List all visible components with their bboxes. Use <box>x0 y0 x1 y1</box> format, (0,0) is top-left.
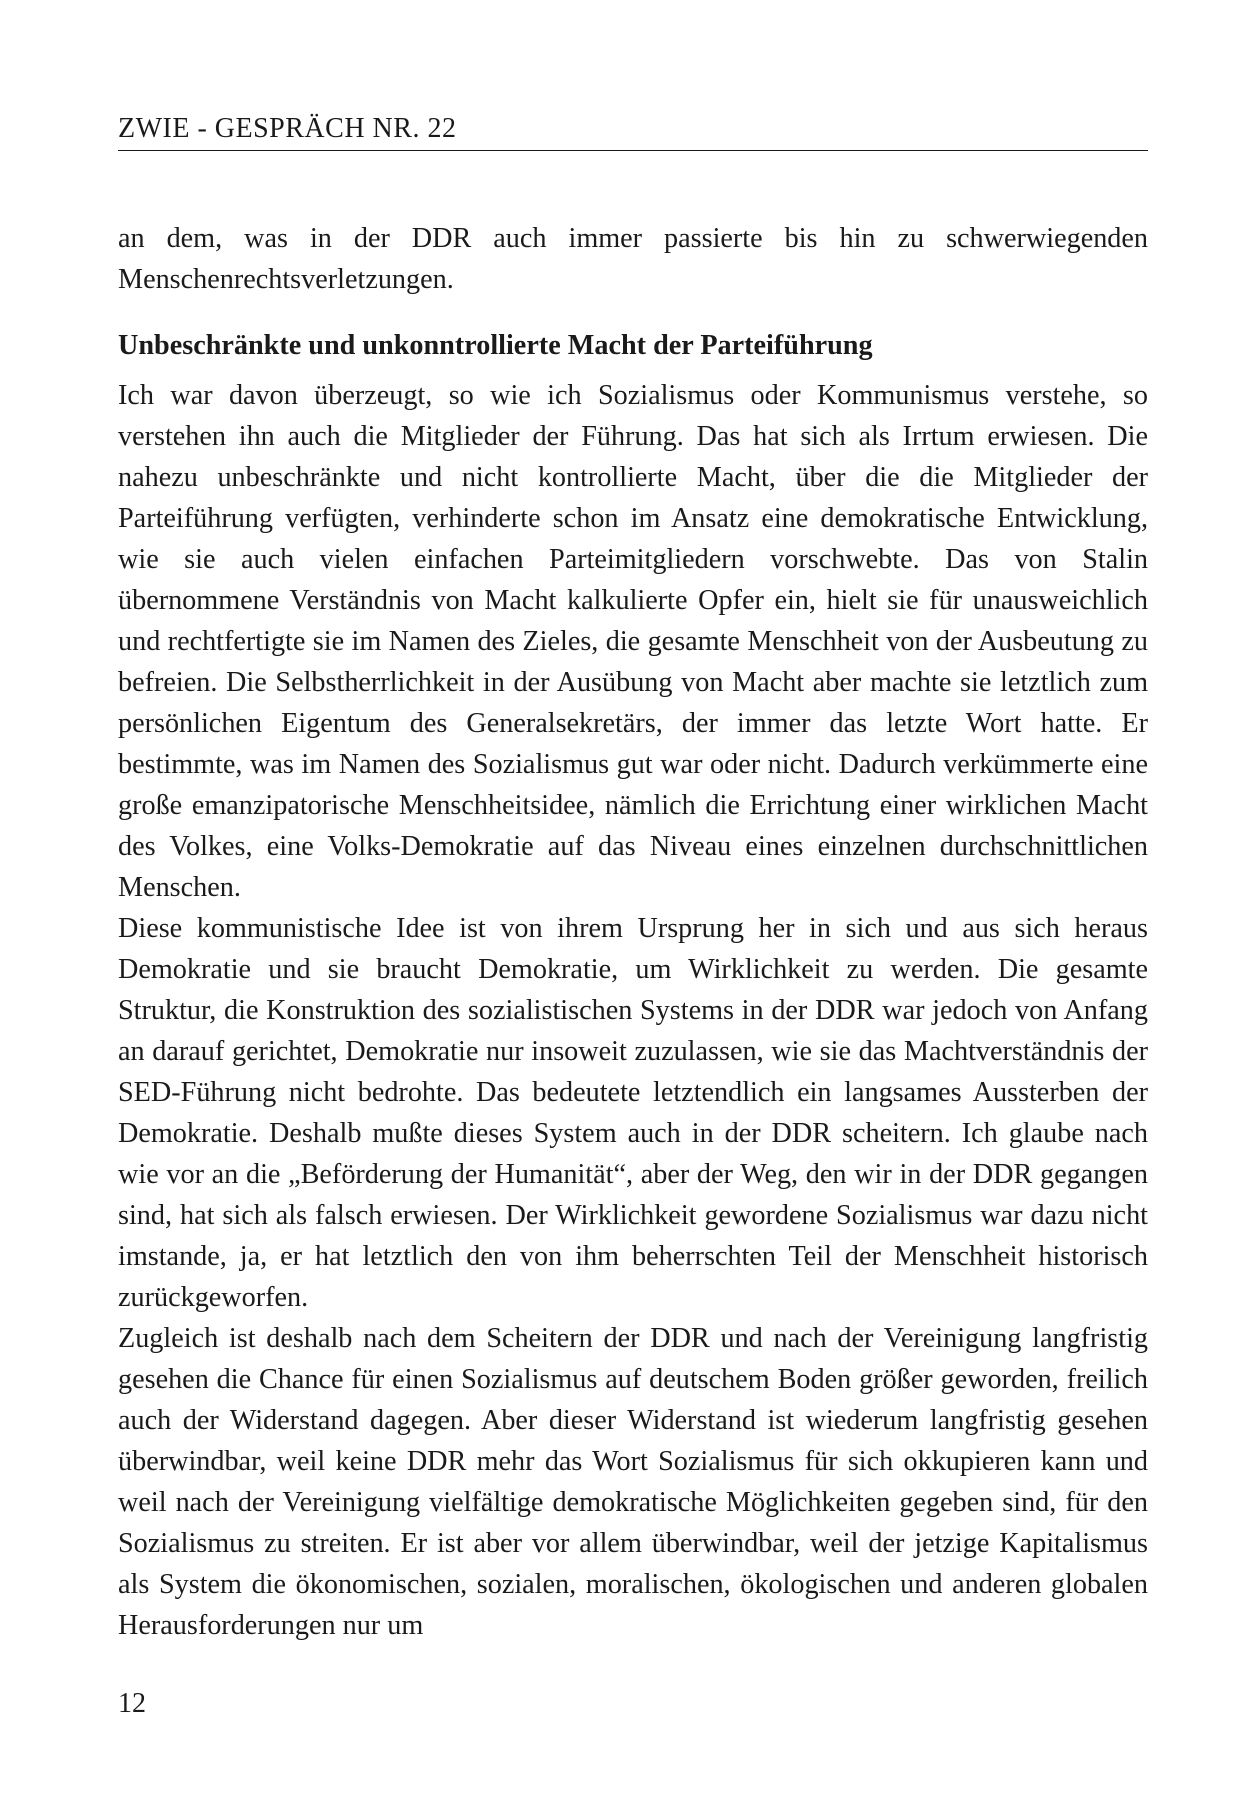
body-paragraph: Diese kommunistische Idee ist von ihrem Ursprung her in sich und aus sich heraus Demokratie und sie braucht Demokratie, um Wirklichkeit zu werden. Die gesamte Struktur, die Konstruktion des sozialistischen Systems in der DDR war jedoch von Anfang an darauf gerichtet, Demokratie nur insoweit zuzulassen, wie sie das Machtverständnis der SED-Führung nicht bedrohte. Das bedeutete letztendlich ein langsames Aussterben der Demokratie. Deshalb mußte dieses System auch in der DDR scheitern. Ich glaube nach wie vor an die „Beförderung der Humanität“, aber der Weg, den wir in der DDR gegangen sind, hat sich als falsch erwiesen. Der Wirklichkeit gewordene Sozialismus war dazu nicht imstande, ja, er hat letztlich den von ihm beherrschten Teil der Menschheit historisch zurückgeworfen. <box>118 913 1148 1313</box>
intro-paragraph: an dem, was in der DDR auch immer passierte bis hin zu schwerwiegenden Menschenrechtsverletzungen. <box>118 223 1148 295</box>
running-header: ZWIE - GESPRÄCH NR. 22 <box>118 113 457 144</box>
body-paragraph: Zugleich ist deshalb nach dem Scheitern der DDR und nach der Vereinigung langfristig gesehen die Chance für einen Sozialismus auf deutschem Boden größer geworden, freilich auch der Widerstand dagegen. Aber dieser Widerstand ist wiederum langfristig gesehen überwindbar, weil keine DDR mehr das Wort Sozialismus für sich okkupieren kann und weil nach der Vereinigung vielfältige demokratische Möglichkeiten gegeben sind, für den Sozialismus zu streiten. Er ist aber vor allem überwindbar, weil der jetzige Kapitalismus als System die ökonomischen, sozialen, moralischen, ökologischen und anderen globalen Herausforderungen nur um <box>118 1323 1148 1641</box>
section-heading: Unbeschränkte und unkonntrollierte Macht der Parteiführung <box>118 330 873 361</box>
body-paragraph: Ich war davon überzeugt, so wie ich Sozialismus oder Kommunismus verstehe, so verstehen ihn auch die Mitglieder der Führung. Das hat sich als Irrtum erwiesen. Die nahezu unbeschränkte und nicht kontrollierte Macht, über die die Mitglieder der Parteiführung verfügten, verhinderte schon im Ansatz eine demokratische Entwicklung, wie sie auch vielen einfachen Parteimitgliedern vorschwebte. Das von Stalin übernommene Verständnis von Macht kalkulierte Opfer ein, hielt sie für unausweichlich und rechtfertigte sie im Namen des Zieles, die gesamte Menschheit von der Ausbeutung zu befreien. Die Selbstherrlichkeit in der Ausübung von Macht aber machte sie letztlich zum persönlichen Eigentum des Generalsekretärs, der immer das letzte Wort hatte. Er bestimmte, was im Namen des Sozialismus gut war oder nicht. Dadurch verkümmerte eine große emanzipatorische Menschheitsidee, nämlich die Errichtung einer wirklichen Macht des Volkes, eine Volks-Demokratie auf das Niveau eines einzelnen durchschnittlichen Menschen. <box>118 380 1148 903</box>
page-body <box>118 218 1148 1646</box>
header-rule <box>118 150 1148 151</box>
page-number: 12 <box>118 1688 146 1719</box>
